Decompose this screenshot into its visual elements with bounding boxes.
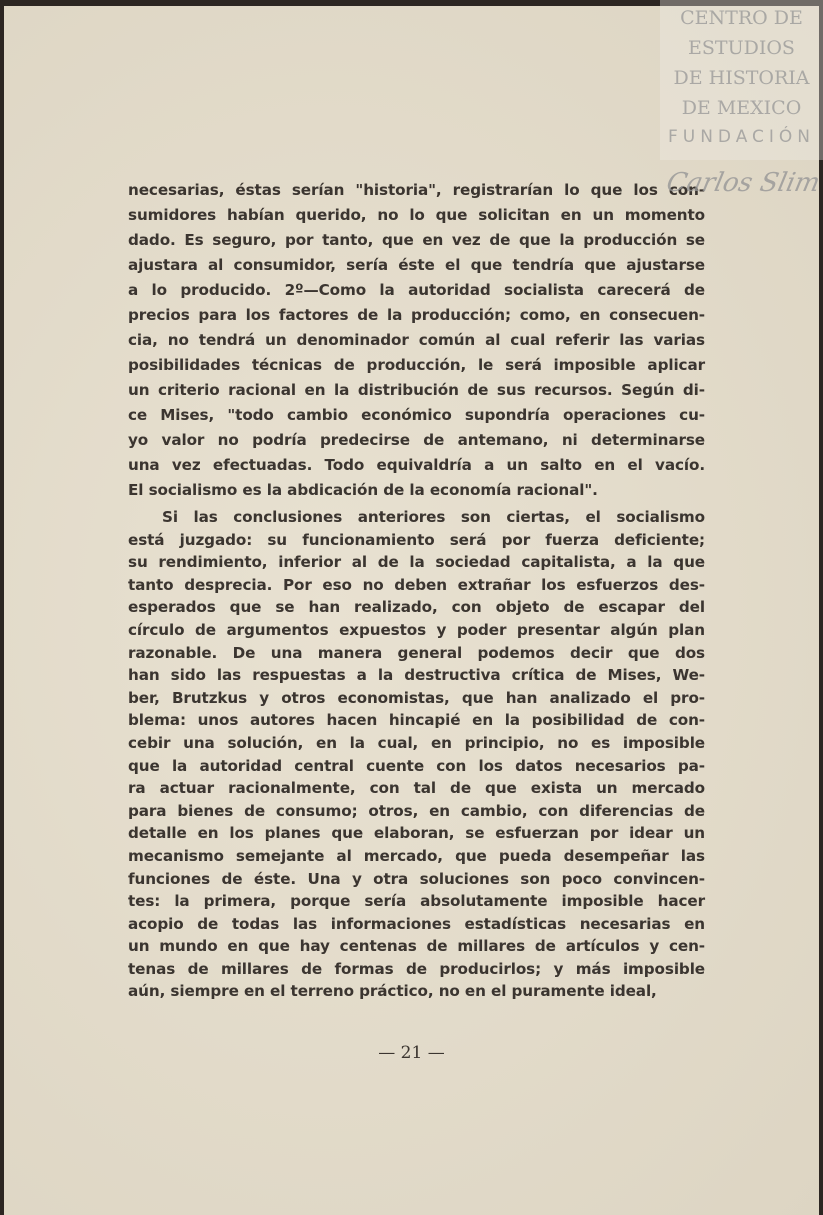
text-line: cebir una solución, en la cual, en principio, no es imposible <box>128 733 705 752</box>
text-line: posibilidades técnicas de producción, le será imposible aplicar <box>128 356 705 374</box>
text-line: necesarias, éstas serían "historia", registrarían lo que los con- <box>128 181 705 199</box>
text-line: esperados que se han realizado, con objeto de escapar del <box>128 598 705 617</box>
text-line: El socialismo es la abdicación de la economía racional". <box>128 481 598 499</box>
watermark-line: DE HISTORIA <box>673 67 810 89</box>
text-line: sumidores habían querido, no lo que solicitan en un momento <box>128 206 705 224</box>
text-line: han sido las respuestas a la destructiva crítica de Mises, We- <box>128 666 705 685</box>
watermark-line: DE MEXICO <box>681 97 802 119</box>
text-line: funciones de éste. Una y otra soluciones son poco convincen- <box>128 869 705 888</box>
text-line: cia, no tendrá un denominador común al cual referir las varias <box>128 331 705 349</box>
text-line: un criterio racional en la distribución de sus recursos. Según di- <box>128 381 705 399</box>
text-line: aún, siempre en el terreno práctico, no en el puramente ideal, <box>128 982 657 1001</box>
text-line: dado. Es seguro, por tanto, que en vez de que la producción se <box>128 231 705 249</box>
text-line: detalle en los planes que elaboran, se esfuerzan por idear un <box>128 824 705 843</box>
text-line: yo valor no podría predecirse de antemano, ni determinarse <box>128 431 705 449</box>
text-line: ce Mises, "todo cambio económico supondría operaciones cu- <box>128 406 705 424</box>
paragraph-1 <box>128 178 705 503</box>
watermark-signature: Carlos Slim <box>663 168 823 198</box>
text-line: blema: unos autores hacen hincapié en la posibilidad de con- <box>128 711 705 730</box>
text-line: ber, Brutzkus y otros economistas, que han analizado el pro- <box>128 688 705 707</box>
watermark <box>660 0 823 198</box>
text-line: a lo producido. 2º—Como la autoridad socialista carecerá de <box>128 281 705 299</box>
body-text <box>128 178 705 1003</box>
text-line: una vez efectuadas. Todo equivaldría a un salto en el vacío. <box>128 456 705 474</box>
text-line: ajustara al consumidor, sería éste el que tendría que ajustarse <box>128 256 705 274</box>
text-line: tenas de millares de formas de producirlos; y más imposible <box>128 959 705 978</box>
watermark-foundation: FUNDACIÓN <box>667 127 816 147</box>
text-line: tanto desprecia. Por eso no deben extrañar los esfuerzos des- <box>128 575 705 594</box>
paragraph-2 <box>128 506 705 1003</box>
text-line: círculo de argumentos expuestos y poder presentar algún plan <box>128 620 705 639</box>
text-line: para bienes de consumo; otros, en cambio, con diferencias de <box>128 801 705 820</box>
text-line: ra actuar racionalmente, con tal de que exista un mercado <box>128 779 705 798</box>
text-line: acopio de todas las informaciones estadísticas necesarias en <box>128 914 705 933</box>
text-line: Si las conclusiones anteriores son ciertas, el socialismo <box>162 508 705 526</box>
text-line: mecanismo semejante al mercado, que pueda desempeñar las <box>128 846 705 865</box>
text-line: está juzgado: su funcionamiento será por fuerza deficiente; <box>128 530 705 549</box>
text-line: precios para los factores de la producción; como, en consecuen- <box>128 306 705 324</box>
watermark-line: ESTUDIOS <box>688 37 795 59</box>
text-line: un mundo en que hay centenas de millares de artículos y cen- <box>128 937 705 956</box>
text-line: tes: la primera, porque sería absolutamente imposible hacer <box>128 892 705 911</box>
text-line: razonable. De una manera general podemos decir que dos <box>128 643 705 662</box>
text-line: que la autoridad central cuente con los datos necesarios pa- <box>128 756 705 775</box>
page-number: — 21 — <box>378 1043 445 1063</box>
watermark-line: CENTRO DE <box>680 7 803 29</box>
text-line: su rendimiento, inferior al de la sociedad capitalista, a la que <box>128 553 705 572</box>
